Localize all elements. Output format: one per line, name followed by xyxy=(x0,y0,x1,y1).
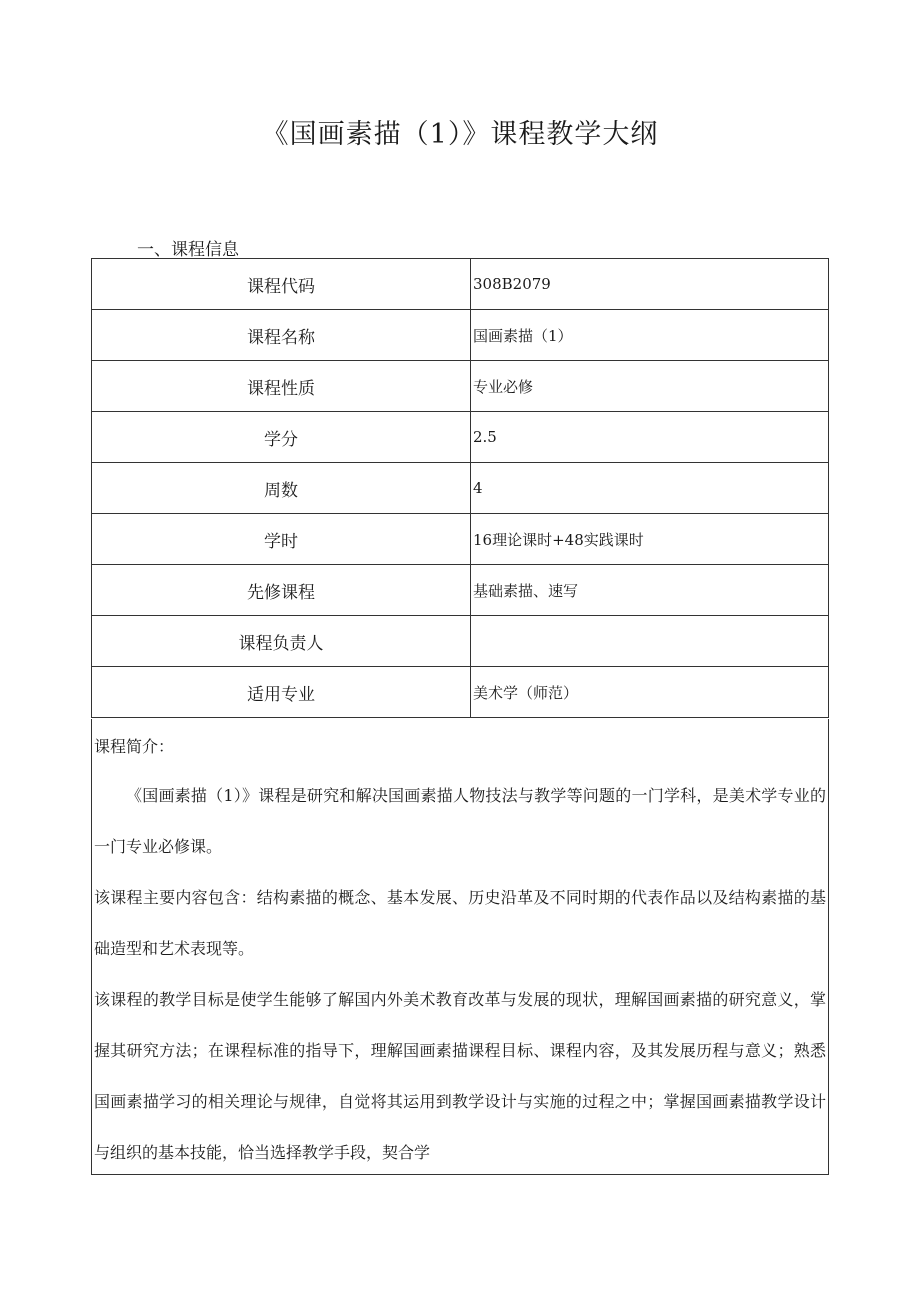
intro-paragraph: 《国画素描（1）》课程是研究和解决国画素描人物技法与教学等问题的一门学科，是美术学专业的一门专业必修课。 xyxy=(94,786,826,856)
row-label-course-name: 课程名称 xyxy=(92,310,471,361)
table-row xyxy=(92,565,829,616)
row-value-prerequisites: 基础素描、速写 xyxy=(471,565,829,616)
section-heading-course-info: 一、课程信息 xyxy=(137,240,239,260)
table-row xyxy=(92,412,829,463)
table-row xyxy=(92,667,829,718)
table-row xyxy=(92,514,829,565)
row-label-course-nature: 课程性质 xyxy=(92,361,471,412)
table-row xyxy=(92,463,829,514)
row-value-course-code: 308B2079 xyxy=(471,259,829,310)
row-label-course-lead: 课程负责人 xyxy=(92,616,471,667)
table-row xyxy=(92,259,829,310)
row-label-hours: 学时 xyxy=(92,514,471,565)
intro-paragraph: 该课程主要内容包含：结构素描的概念、基本发展、历史沿革及不同时期的代表作品以及结构素描的基础造型和艺术表现等。 xyxy=(94,888,826,958)
document-title: 《国画素描（1）》课程教学大纲 xyxy=(261,119,659,150)
row-label-credits: 学分 xyxy=(92,412,471,463)
row-value-credits: 2.5 xyxy=(471,412,829,463)
intro-paragraph: 该课程的教学目标是使学生能够了解国内外美术教育改革与发展的现状，理解国画素描的研究意义，掌握其研究方法；在课程标准的指导下，理解国画素描课程目标、课程内容，及其发展历程与意义；熟悉国画素描学习的相关理论与规律，自觉将其运用到教学设计与实施的过程之中；掌握国画素描教学设计与组织的基本技能，恰当选择教学手段，契合学 xyxy=(94,990,826,1162)
row-label-applicable-major: 适用专业 xyxy=(92,667,471,718)
table-row xyxy=(92,616,829,667)
row-label-prerequisites: 先修课程 xyxy=(92,565,471,616)
row-value-course-lead xyxy=(471,616,829,667)
table-row xyxy=(92,310,829,361)
intro-label: 课程简介： xyxy=(94,737,175,756)
row-label-weeks: 周数 xyxy=(92,463,471,514)
row-value-applicable-major: 美术学（师范） xyxy=(471,667,829,718)
row-value-hours: 16理论课时+48实践课时 xyxy=(471,514,829,565)
table-row xyxy=(92,361,829,412)
course-intro-box xyxy=(91,719,829,1175)
course-info-table xyxy=(91,258,829,718)
row-value-course-nature: 专业必修 xyxy=(471,361,829,412)
row-value-course-name: 国画素描（1） xyxy=(471,310,829,361)
row-value-weeks: 4 xyxy=(471,463,829,514)
row-label-course-code: 课程代码 xyxy=(92,259,471,310)
